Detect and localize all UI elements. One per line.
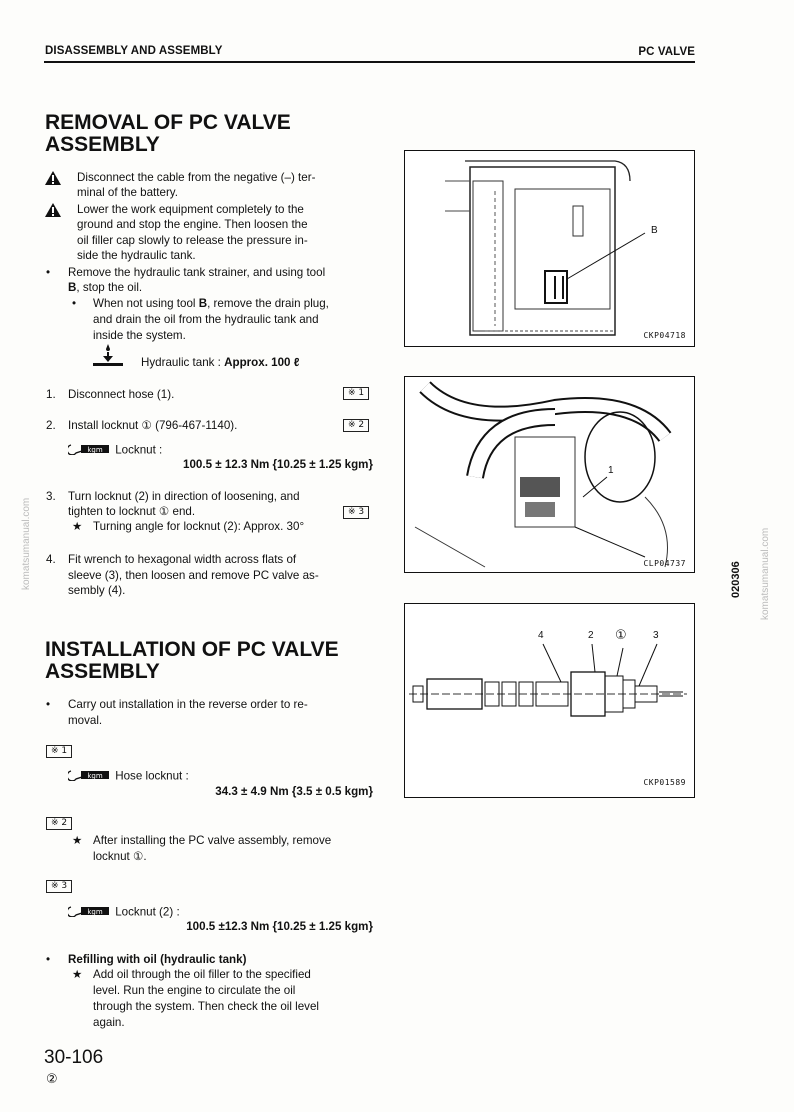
label-b: B — [651, 225, 658, 236]
label-1: 1 — [608, 465, 614, 476]
warning-2-line1: Lower the work equipment completely to the — [77, 203, 304, 216]
installation-title-line1: INSTALLATION OF PC VALVE — [45, 638, 339, 661]
install-line2: moval. — [68, 714, 103, 727]
page-number: 30-106 — [44, 1047, 104, 1068]
warning-2-line3: oil filler cap slowly to release the pressure in- — [77, 234, 308, 247]
ref-1-badge: ※ 1 — [343, 387, 369, 400]
tank-strainer-illustration — [405, 151, 694, 346]
star-icon: ★ — [72, 834, 83, 847]
ref-2-badge: ※ 2 — [343, 419, 369, 432]
installation-title-line2: ASSEMBLY — [45, 660, 160, 683]
warning-2-line4: side the hydraulic tank. — [77, 249, 196, 262]
locknut-torque: kgm Locknut (2) : — [68, 903, 180, 922]
step-3-line2: tighten to locknut ① end. — [68, 505, 196, 518]
svg-text:kgm: kgm — [87, 772, 103, 780]
watermark-right: komatsumanual.com — [760, 527, 771, 620]
install-line1: Carry out installation in the reverse order to re- — [68, 698, 308, 711]
strainer-line1: Remove the hydraulic tank strainer, and using tool — [68, 266, 326, 279]
bullet-dot: • — [46, 698, 51, 711]
removal-title-line2: ASSEMBLY — [45, 133, 160, 156]
header-rule — [44, 61, 695, 63]
step-1-number: 1. — [46, 388, 56, 401]
label-4: 4 — [538, 630, 544, 641]
refill-line4: again. — [93, 1016, 125, 1029]
revision-mark: ② — [46, 1072, 58, 1087]
step-4-line3: sembly (4). — [68, 584, 126, 597]
tank-capacity: Hydraulic tank : Approx. 100 ℓ — [141, 356, 300, 369]
warning-1-line2: minal of the battery. — [77, 186, 178, 199]
step-3-note: Turning angle for locknut (2): Approx. 30° — [93, 520, 305, 533]
step-2-number: 2. — [46, 419, 56, 432]
figure-tank-strainer — [404, 150, 695, 347]
component-header: PC VALVE — [638, 46, 695, 58]
figure-3-caption: CKP01589 — [643, 778, 686, 787]
ref-2-label: ※ 2 — [46, 817, 72, 830]
figure-2-caption: CLP04737 — [643, 559, 686, 568]
hose-torque-value: 34.3 ± 4.9 Nm {3.5 ± 0.5 kgm} — [215, 785, 373, 798]
pc-valve-illustration — [405, 604, 694, 797]
step-4-line2: sleeve (3), then loosen and remove PC valve as- — [68, 569, 319, 582]
figure-1-caption: CKP04718 — [643, 331, 686, 340]
strainer-line2: B, stop the oil. — [68, 281, 143, 294]
torque-wrench-icon — [68, 441, 112, 460]
warning-icon — [44, 202, 62, 218]
torque-wrench-icon — [68, 903, 112, 922]
step-1-text: Disconnect hose (1). — [68, 388, 175, 401]
ref-3-badge: ※ 3 — [343, 506, 369, 519]
warning-2-line2: ground and stop the engine. Then loosen the — [77, 218, 308, 231]
ref-2-note-line1: After installing the PC valve assembly, remove — [93, 834, 332, 847]
document-code: 020306 — [730, 561, 742, 598]
removal-title-line1: REMOVAL OF PC VALVE — [45, 111, 291, 134]
figure-hose — [404, 376, 695, 573]
refill-line2: level. Run the engine to circulate the oil — [93, 984, 296, 997]
svg-text:kgm: kgm — [87, 908, 103, 916]
warning-icon — [44, 170, 62, 186]
drain-line2: and drain the oil from the hydraulic tank and — [93, 313, 319, 326]
locknut-torque-value: 100.5 ±12.3 Nm {10.25 ± 1.25 kgm} — [186, 920, 373, 933]
step-2-torque: kgm Locknut : — [68, 441, 162, 460]
warning-1-line1: Disconnect the cable from the negative (–) ter- — [77, 171, 316, 184]
label-circled-1: ① — [615, 628, 627, 643]
star-icon: ★ — [72, 520, 83, 533]
torque-wrench-icon — [68, 767, 112, 786]
watermark-left: komatsumanual.com — [21, 497, 32, 590]
bullet-dot: • — [46, 953, 51, 966]
hose-torque: kgm Hose locknut : — [68, 767, 189, 786]
bullet-dot: • — [72, 297, 77, 310]
drain-line3: inside the system. — [93, 329, 186, 342]
step-4-number: 4. — [46, 553, 56, 566]
star-icon: ★ — [72, 968, 83, 981]
figure-pc-valve — [404, 603, 695, 798]
step-2-torque-value: 100.5 ± 12.3 Nm {10.25 ± 1.25 kgm} — [183, 458, 373, 471]
oil-drop-icon — [91, 342, 125, 368]
bullet-dot: • — [46, 266, 51, 279]
refill-title: Refilling with oil (hydraulic tank) — [68, 953, 247, 966]
hose-illustration — [405, 377, 694, 572]
drain-line1: When not using tool B, remove the drain plug, — [93, 297, 329, 310]
svg-text:kgm: kgm — [87, 446, 103, 454]
step-3-number: 3. — [46, 490, 56, 503]
step-2-text: Install locknut ① (796-467-1140). — [68, 419, 238, 432]
label-2: 2 — [588, 630, 594, 641]
ref-3-label: ※ 3 — [46, 880, 72, 893]
label-3: 3 — [653, 630, 659, 641]
refill-line3: through the system. Then check the oil level — [93, 1000, 319, 1013]
step-4-line1: Fit wrench to hexagonal width across flats of — [68, 553, 297, 566]
ref-1-label: ※ 1 — [46, 745, 72, 758]
step-3-line1: Turn locknut (2) in direction of loosening, and — [68, 490, 300, 503]
refill-line1: Add oil through the oil filler to the specified — [93, 968, 311, 981]
ref-2-note-line2: locknut ①. — [93, 850, 147, 863]
section-header: DISASSEMBLY AND ASSEMBLY — [45, 45, 223, 57]
